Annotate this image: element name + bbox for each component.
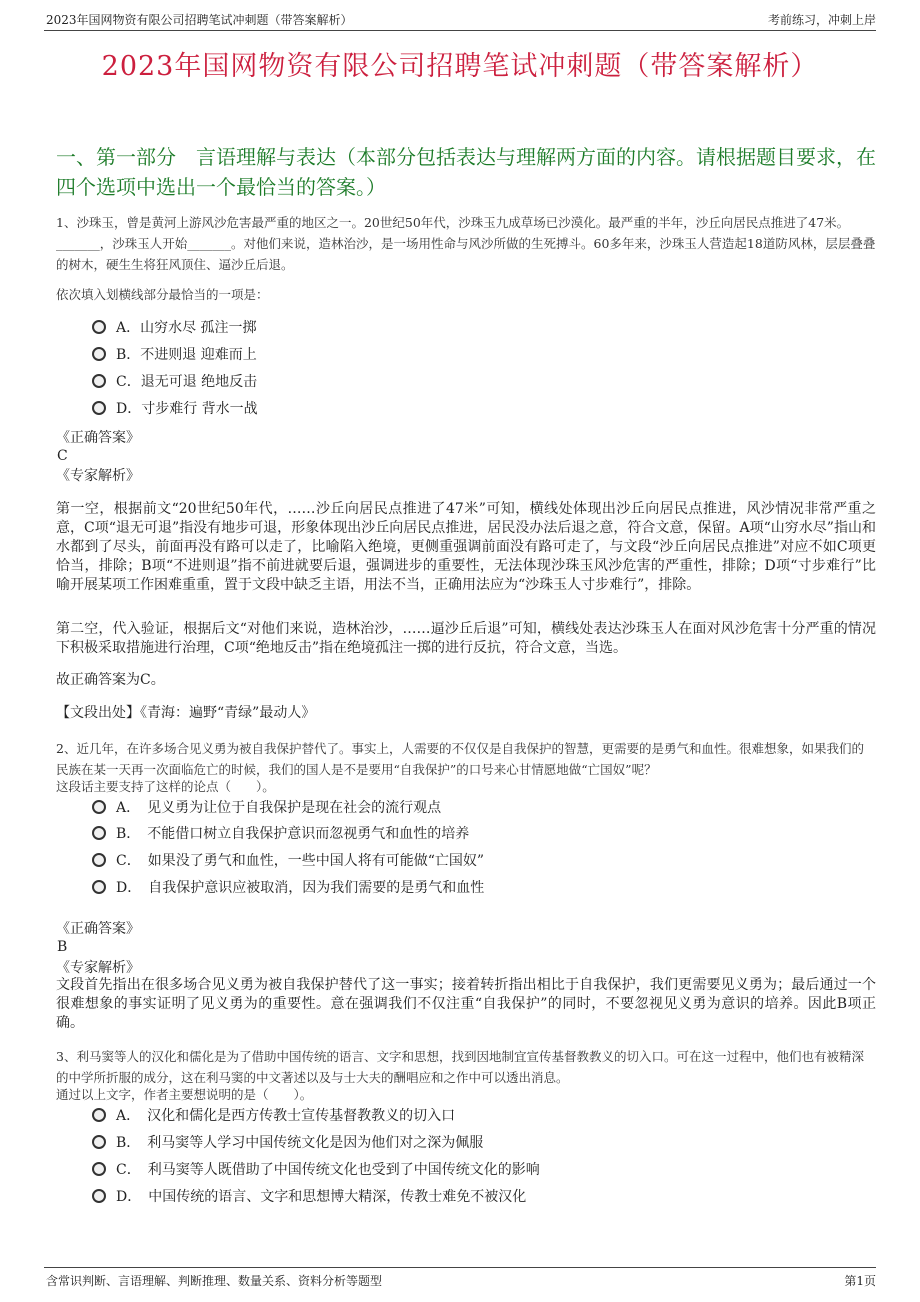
section-heading: 一、第一部分 言语理解与表达（本部分包括表达与理解两方面的内容。请根据题目要求，在四个选项中选出一个最恰当的答案。）: [56, 145, 876, 199]
header-doc-title: 2023年国网物资有限公司招聘笔试冲刺题（带答案解析）: [46, 13, 353, 27]
radio-icon[interactable]: [92, 853, 106, 867]
q2-answer: B: [57, 939, 68, 955]
radio-icon[interactable]: [92, 1135, 106, 1149]
option-label: A． 汉化和儒化是西方传教士宣传基督教教义的切入口: [116, 1108, 456, 1124]
radio-icon[interactable]: [92, 1108, 106, 1122]
page-number: 第1页: [844, 1274, 876, 1288]
q2-option-a[interactable]: [92, 798, 441, 818]
q3-option-d[interactable]: [92, 1187, 526, 1207]
q3-option-b[interactable]: [92, 1133, 483, 1153]
q1-source: 【文段出处】《青海：遍野“青绿”最动人》: [56, 705, 316, 721]
option-label: D．寸步难行 背水一战: [116, 401, 258, 417]
radio-icon[interactable]: [92, 800, 106, 814]
option-label: B．不进则退 迎难而上: [116, 347, 257, 363]
radio-icon[interactable]: [92, 401, 106, 415]
q1-analysis-paragraph: 第二空，代入验证，根据后文“对他们来说，造林治沙，……逼沙丘后退”可知，横线处表达沙珠玉人在面对风沙危害十分严重的情况下积极采取措施进行治理，C项“绝地反击”指在绝境孤注一掷的进行反抗，符合文意，当选。: [56, 621, 876, 656]
radio-icon[interactable]: [92, 880, 106, 894]
radio-icon[interactable]: [92, 1162, 106, 1176]
q1-option-c[interactable]: [92, 372, 257, 392]
radio-icon[interactable]: [92, 374, 106, 388]
q2-analysis: 文段首先指出在很多场合见义勇为被自我保护替代了这一事实；接着转折指出相比于自我保护，我们更需要见义勇为；最后通过一个很难想象的事实证明了见义勇为的重要性。意在强调我们不仅注重“自我保护”的同时，不要忽视见义勇为意识的培养。因此B项正确。: [56, 977, 876, 1031]
option-label: B． 不能借口树立自我保护意识而忽视勇气和血性的培养: [116, 826, 470, 842]
q2-analysis-label: 《专家解析》: [56, 960, 140, 976]
option-label: D． 自我保护意识应被取消，因为我们需要的是勇气和血性: [116, 880, 485, 896]
option-label: D． 中国传统的语言、文字和思想博大精深，传教士难免不被汉化: [116, 1189, 527, 1205]
q1-option-b[interactable]: [92, 345, 257, 365]
page-header: [0, 0, 920, 30]
question-2-prompt: 这段话主要支持了这样的论点（ ）。: [56, 779, 275, 794]
q1-answer: C: [57, 448, 68, 464]
page-title: 2023年国网物资有限公司招聘笔试冲刺题（带答案解析）: [101, 51, 819, 82]
radio-icon[interactable]: [92, 1189, 106, 1203]
radio-icon[interactable]: [92, 320, 106, 334]
header-divider: [44, 30, 876, 31]
q1-analysis-conclusion: 故正确答案为C。: [56, 672, 165, 688]
footer-divider: [44, 1267, 876, 1268]
q1-option-d[interactable]: [92, 399, 258, 419]
option-label: B． 利马窦等人学习中国传统文化是因为他们对之深为佩服: [116, 1135, 484, 1151]
q3-option-c[interactable]: [92, 1160, 540, 1180]
option-label: A．山穷水尽 孤注一掷: [116, 320, 257, 336]
question-2-text: 2、近几年，在许多场合见义勇为被自我保护替代了。事实上，人需要的不仅仅是自我保护的智慧，更需要的是勇气和血性。很难想象，如果我们的民族在某一天再一次面临危亡的时候，我们的国人是不是要用“自我保护”的口号来心甘情愿地做“亡国奴”呢？: [56, 741, 864, 777]
q2-answer-label: 《正确答案》: [56, 921, 140, 937]
q2-option-c[interactable]: [92, 851, 484, 871]
option-label: A． 见义勇为让位于自我保护是现在社会的流行观点: [116, 800, 442, 816]
q1-analysis-label: 《专家解析》: [56, 468, 140, 484]
question-3-text: 3、利马窦等人的汉化和儒化是为了借助中国传统的语言、文字和思想，找到因地制宜宣传基督教教义的切入口。可在这一过程中，他们也有被精深的中学所折服的成分，这在利马窦的中文著述以及与士大夫的酬唱应和之作中可以透出消息。: [56, 1049, 864, 1085]
question-3-prompt: 通过以上文字，作者主要想说明的是（ ）。: [56, 1087, 313, 1102]
option-label: C．退无可退 绝地反击: [116, 374, 258, 390]
q3-option-a[interactable]: [92, 1106, 455, 1126]
option-label: C． 如果没了勇气和血性，一些中国人将有可能做“亡国奴”: [116, 853, 485, 869]
question-1-text: 1、沙珠玉，曾是黄河上游风沙危害最严重的地区之一。20世纪50年代，沙珠玉九成草场已沙漠化。最严重的半年，沙丘向居民点推进了47米。_______，沙珠玉人开始_______。对他们来说，造林治沙，是一场用性命与风沙所做的生死搏斗。60多年来，沙珠玉人营造起18道防风林，层层叠叠的树木，硬生生将狂风顶住、逼沙丘后退。: [56, 215, 876, 272]
q2-option-b[interactable]: [92, 824, 469, 844]
radio-icon[interactable]: [92, 826, 106, 840]
radio-icon[interactable]: [92, 347, 106, 361]
question-1-prompt: 依次填入划横线部分最恰当的一项是：: [56, 287, 269, 302]
q1-analysis-paragraph: 第一空，根据前文“20世纪50年代，……沙丘向居民点推进了47米”可知，横线处体现出沙丘向居民点推进，风沙情况非常严重之意，C项“退无可退”指没有地步可退，形象体现出沙丘向居民点推进，居民没办法后退之意，符合文意，保留。A项“山穷水尽”指山和水都到了尽头，前面再没有路可以走了，比喻陷入绝境，更侧重强调前面没有路可走了，与文段“沙丘向居民点推进”对应不如C项更恰当，排除；B项“不进则退”指不前进就要后退，强调进步的重要性，无法体现沙珠玉风沙危害的严重性，排除；D项“寸步难行”比喻开展某项工作困难重重，置于文段中缺乏主语，用法不当，正确用法应为“沙珠玉人寸步难行”，排除。: [56, 501, 876, 593]
q1-option-a[interactable]: [92, 318, 257, 338]
footer-note: 含常识判断、言语理解、判断推理、数量关系、资料分析等题型: [46, 1274, 383, 1288]
q2-option-d[interactable]: [92, 878, 484, 898]
option-label: C． 利马窦等人既借助了中国传统文化也受到了中国传统文化的影响: [116, 1162, 540, 1178]
q1-answer-label: 《正确答案》: [56, 430, 140, 446]
header-slogan: 考前练习，冲刺上岸: [767, 13, 876, 27]
